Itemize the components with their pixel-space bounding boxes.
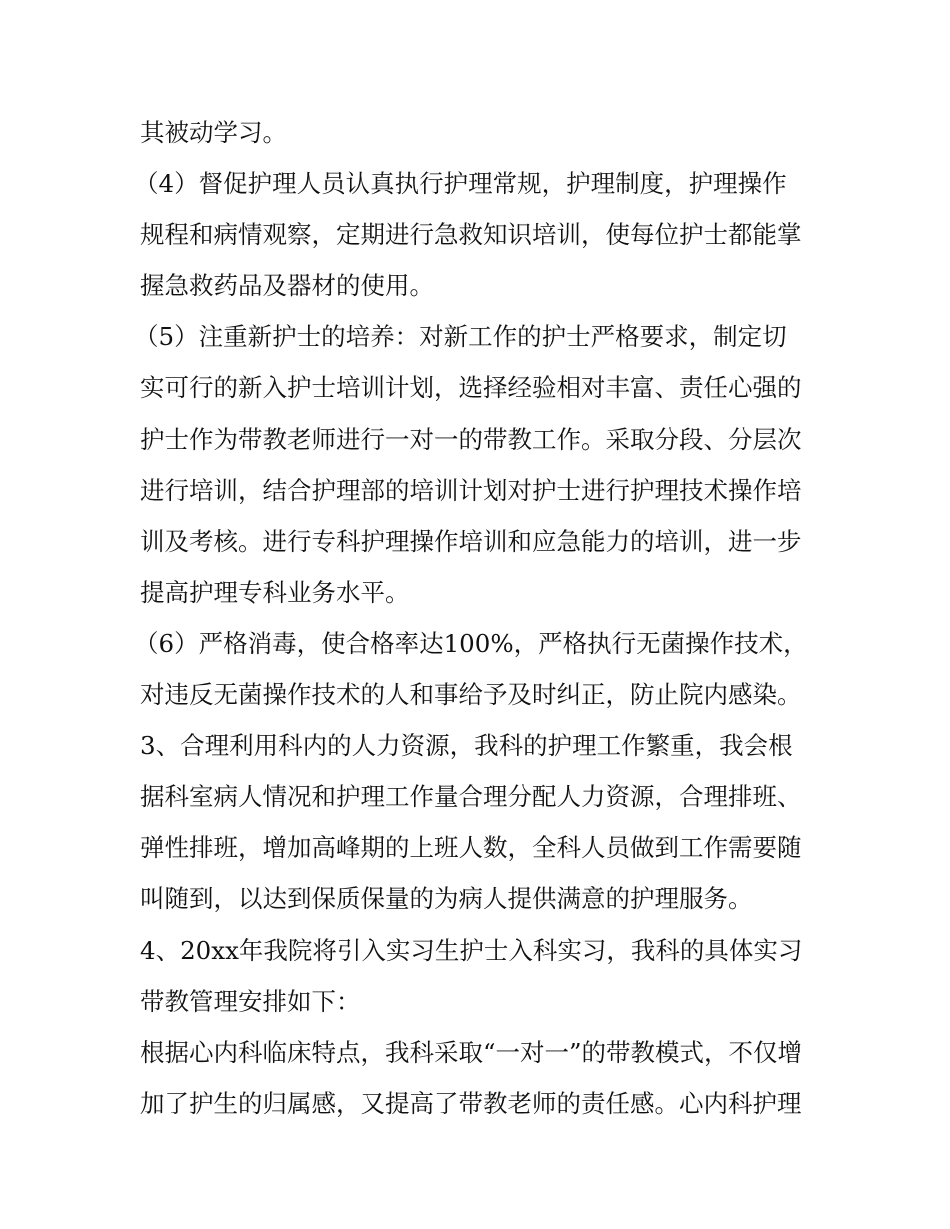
- text-line-4: 握急救药品及器材的使用。: [140, 271, 434, 301]
- text-line-3: 规程和病情观察，定期进行急救知识培训，使每位护士都能掌: [140, 220, 802, 250]
- text-line-18: 带教管理安排如下：: [140, 986, 361, 1016]
- text-line-17: 4、20xx年我院将引入实习生护士入科实习，我科的具体实习: [140, 935, 803, 965]
- text-line-19: 根据心内科临床特点，我科采取“一对一”的带教模式，不仅增: [140, 1037, 803, 1067]
- text-line-14: 据科室病人情况和护理工作量合理分配人力资源，合理排班、: [140, 782, 802, 812]
- document-body: [134, 107, 820, 1129]
- text-line-20: 加了护生的归属感，又提高了带教老师的责任感。心内科护理: [140, 1088, 802, 1118]
- text-line-6: 实可行的新入护士培训计划，选择经验相对丰富、责任心强的: [140, 373, 802, 403]
- text-line-12: 对违反无菌操作技术的人和事给予及时纠正，防止院内感染。: [140, 680, 802, 710]
- text-line-1: 其被动学习。: [140, 118, 287, 147]
- text-line-5: （5）注重新护士的培养：对新工作的护士严格要求，制定切: [134, 322, 787, 352]
- text-line-16: 叫随到，以达到保质保量的为病人提供满意的护理服务。: [140, 884, 753, 914]
- text-line-9: 训及考核。进行专科护理操作培训和应急能力的培训，进一步: [140, 526, 802, 556]
- text-line-8: 进行培训，结合护理部的培训计划对护士进行护理技术操作培: [140, 475, 802, 505]
- text-line-11: （6）严格消毒，使合格率达100%，严格执行无菌操作技术，: [134, 628, 808, 658]
- text-line-7: 护士作为带教老师进行一对一的带教工作。采取分段、分层次: [140, 424, 802, 454]
- text-line-15: 弹性排班，增加高峰期的上班人数，全科人员做到工作需要随: [140, 833, 802, 863]
- text-line-10: 提高护理专科业务水平。: [140, 577, 410, 607]
- text-line-2: （4）督促护理人员认真执行护理常规，护理制度，护理操作: [134, 169, 787, 199]
- text-line-13: 3、合理利用科内的人力资源，我科的护理工作繁重，我会根: [140, 731, 793, 761]
